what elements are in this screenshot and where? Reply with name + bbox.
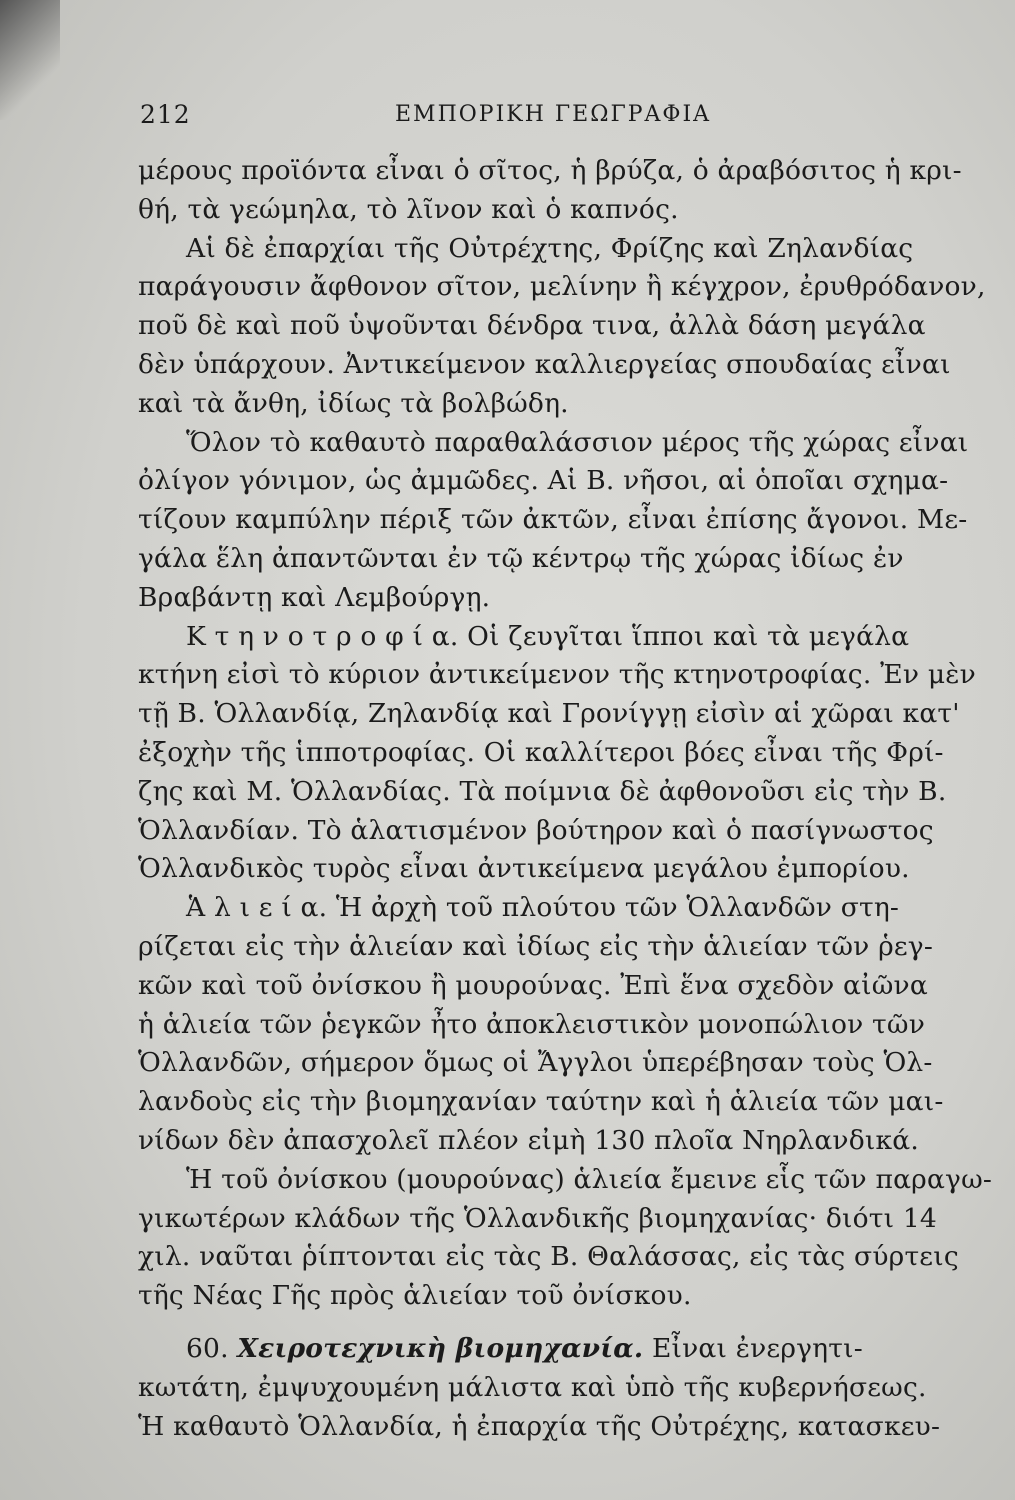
page-number: 212 <box>140 100 191 129</box>
text-line: κωτάτη, ἐμψυχουμένη μάλιστα καὶ ὑπὸ τῆς κυβερνήσεως. <box>138 1371 927 1403</box>
text-line: δὲν ὑπάρχουν. Ἀντικείμενον καλλιεργείας σπουδαίας εἶναι <box>138 348 951 380</box>
text-line: καὶ τὰ ἄνθη, ἰδίως τὰ βολβώδη. <box>138 387 569 419</box>
text-line: κτήνη εἰσὶ τὸ κύριον ἀντικείμενον τῆς κτηνοτροφίας. Ἐν μὲν <box>138 659 976 691</box>
text-line: λανδοὺς εἰς τὴν βιομηχανίαν ταύτην καὶ ἡ ἁλιεία τῶν μαι- <box>138 1086 944 1118</box>
text-line: Εἶναι ἐνεργητι- <box>651 1332 863 1364</box>
section-title: Χειροτεχνικὴ βιομηχανία. <box>237 1332 644 1364</box>
section-gap <box>138 1316 938 1330</box>
text-line: γικωτέρων κλάδων τῆς Ὁλλανδικῆς βιομηχανίας· διότι 14 <box>138 1202 937 1234</box>
text-line: Ὁλλανδῶν, σήμερον ὅμως οἱ Ἄγγλοι ὑπερέβησαν τοὺς Ὁλ- <box>138 1047 933 1079</box>
paragraph-start: Ἡ τοῦ ὀνίσκου (μουρούνας) ἁλιεία ἔμεινε εἷς τῶν παραγω- <box>186 1163 993 1195</box>
section-number: 60. <box>186 1332 229 1364</box>
text-line: Βραβάντῃ καὶ Λεμβούργῃ. <box>138 581 491 613</box>
text-line: μέρους προϊόντα εἶναι ὁ σῖτος, ἡ βρύζα, ὁ ἀραβόσιτος ἡ κρι- <box>138 155 962 186</box>
running-title: ΕΜΠΟΡΙΚΗ ΓΕΩΓΡΑΦΙΑ <box>395 102 712 127</box>
text-line: νίδων δὲν ἀπασχολεῖ πλέον εἰμὴ 130 πλοῖα Νηρλανδικά. <box>138 1124 919 1156</box>
text-line: τῆς Νέας Γῆς πρὸς ἁλιείαν τοῦ ὀνίσκου. <box>138 1280 692 1312</box>
text-line: ὀλίγον γόνιμον, ὡς ἀμμῶδες. Αἱ Β. νῆσοι, αἱ ὁποῖαι σχημα- <box>138 465 949 497</box>
text-line: γάλα ἕλη ἀπαντῶνται ἐν τῷ κέντρῳ τῆς χώρας ἰδίως ἐν <box>138 542 904 574</box>
page-corner-shadow <box>0 0 60 120</box>
text-line: ζης καὶ Μ. Ὁλλανδίας. Τὰ ποίμνια δὲ ἀφθονοῦσι εἰς τὴν Β. <box>138 775 947 807</box>
text-line: τίζουν καμπύλην πέριξ τῶν ἀκτῶν, εἶναι ἐπίσης ἄγονοι. Με- <box>138 504 968 536</box>
text-line: ποῦ δὲ καὶ ποῦ ὑψοῦνται δένδρα τινα, ἀλλὰ δάση μεγάλα <box>138 310 926 342</box>
text-line: ἐξοχὴν τῆς ἱπποτροφίας. Οἱ καλλίτεροι βόες εἶναι τῆς Φρί- <box>138 736 944 768</box>
text-line: ἡ ἁλιεία τῶν ῥεγκῶν ἦτο ἀποκλειστικὸν μονοπώλιον τῶν <box>138 1008 926 1040</box>
paragraph-start: Αἱ δὲ ἐπαρχίαι τῆς Οὐτρέχτης, Φρίζης καὶ Ζηλανδίας <box>186 232 914 264</box>
page-header <box>140 100 750 140</box>
text-line: τῇ Β. Ὁλλανδίᾳ, Ζηλανδίᾳ καὶ Γρονίγγῃ εἰσὶν αἱ χῶραι κατ' <box>138 698 960 730</box>
text-line: χιλ. ναῦται ῥίπτονται εἰς τὰς Β. Θαλάσσας, εἰς τὰς σύρτεις <box>138 1241 959 1273</box>
body-text <box>138 152 993 1446</box>
text-line: Ἡ καθαυτὸ Ὁλλανδία, ἡ ἐπαρχία τῆς Οὐτρέχης, κατασκευ- <box>138 1410 941 1442</box>
section-heading-line <box>138 1330 938 1369</box>
paragraph-start-fishing: Ἁ λ ι ε ί α. Ἡ ἀρχὴ τοῦ πλούτου τῶν Ὁλλανδῶν στη- <box>186 892 900 924</box>
text-line: θή, τὰ γεώμηλα, τὸ λῖνον καὶ ὁ καπνός. <box>138 193 679 225</box>
text-line: παράγουσιν ἄφθονον σῖτον, μελίνην ἢ κέγχρον, ἐρυθρόδανον, <box>138 271 986 303</box>
text-line: Ὁλλανδίαν. Τὸ ἁλατισμένον βούτηρον καὶ ὁ πασίγνωστος <box>138 814 934 846</box>
paragraph-start-livestock: Κ τ η ν ο τ ρ ο φ ί α. Οἱ ζευγῖται ἵπποι καὶ τὰ μεγάλα <box>186 620 910 652</box>
text-line: κῶν καὶ τοῦ ὀνίσκου ἢ μουρούνας. Ἐπὶ ἕνα σχεδὸν αἰῶνα <box>138 969 928 1001</box>
paragraph-start: Ὅλον τὸ καθαυτὸ παραθαλάσσιον μέρος τῆς χώρας εἶναι <box>186 426 969 458</box>
text-line: ρίζεται εἰς τὴν ἁλιείαν καὶ ἰδίως εἰς τὴν ἁλιείαν τῶν ῥεγ- <box>138 930 933 962</box>
text-line: Ὁλλανδικὸς τυρὸς εἶναι ἀντικείμενα μεγάλου ἐμπορίου. <box>138 853 910 885</box>
